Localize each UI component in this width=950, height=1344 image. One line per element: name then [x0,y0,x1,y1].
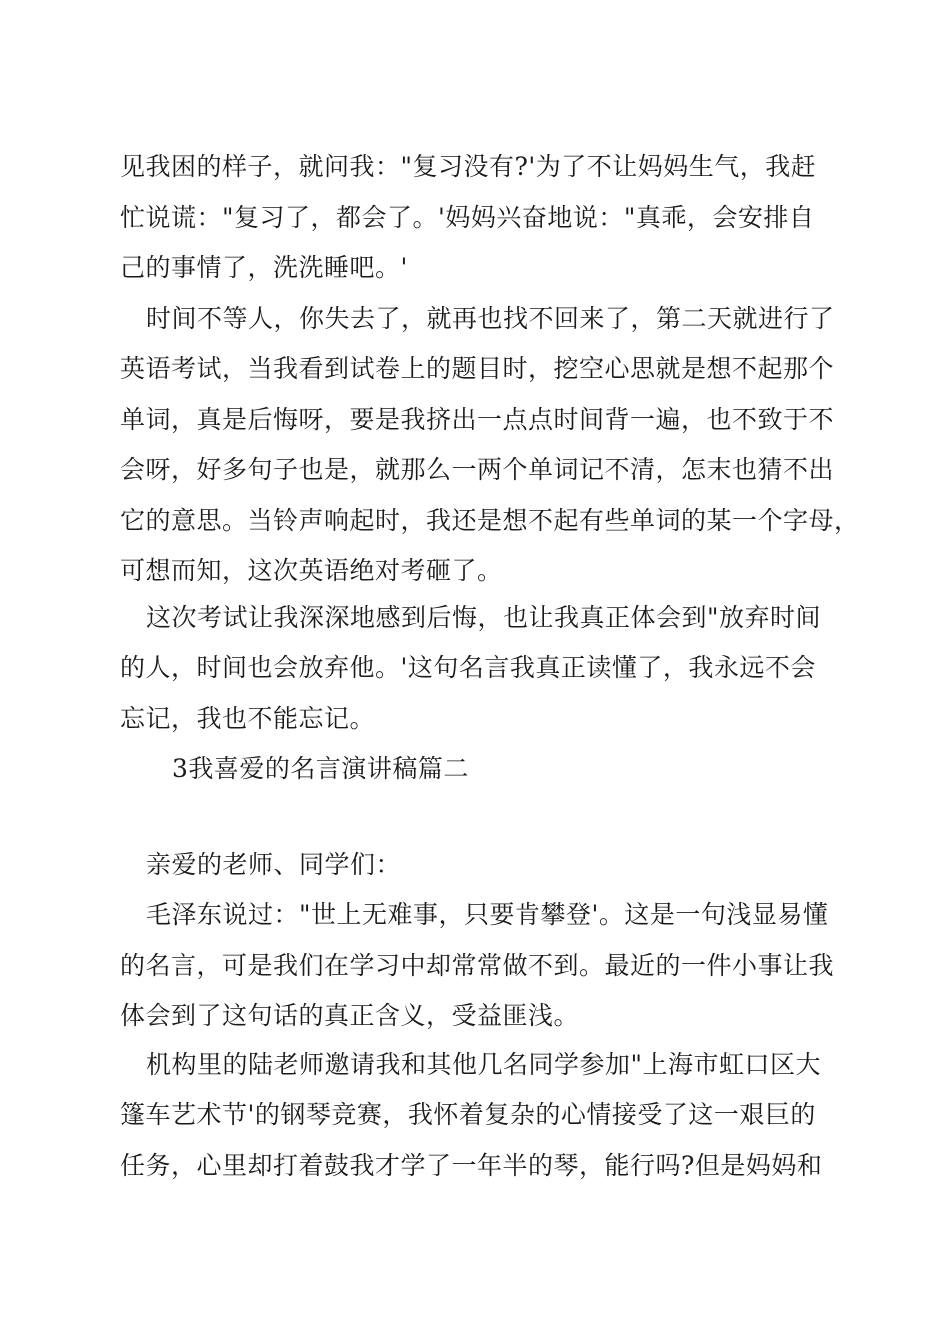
text-line: 的人，时间也会放弃他。'这句名言我真正读懂了，我永远不会 [120,653,816,682]
text-line: 忘记，我也不能忘记。 [120,704,376,733]
paragraph-first-line: 毛泽东说过："世上无难事，只要肯攀登'。这是一句浅显易懂 [146,900,829,929]
section-heading: 3我喜爱的名言演讲稿篇二 [172,754,469,783]
text-line: 英语考试，当我看到试卷上的题目时，挖空心思就是想不起那个 [120,354,835,383]
text-line: 篷车艺术节'的钢琴竞赛，我怀着复杂的心情接受了这一艰巨的 [120,1100,816,1129]
text-line: 见我困的样子，就问我："复习没有?'为了不让妈妈生气，我赶 [120,152,817,181]
text-line: 体会到了这句话的真正含义，受益匪浅。 [120,1001,580,1030]
text-line: 它的意思。当铃声响起时，我还是想不起有些单词的某一个字母， [120,506,860,535]
text-line: 可想而知，这次英语绝对考砸了。 [120,556,503,585]
text-line: 己的事情了，洗洗睡吧。' [120,253,408,282]
paragraph-first-line: 时间不等人，你失去了，就再也找不回来了，第二天就进行了 [146,304,835,333]
paragraph-first-line: 这次考试让我深深地感到后悔，也让我真正体会到"放弃时间 [146,603,822,632]
text-line: 任务，心里却打着鼓我才学了一年半的琴，能行吗?但是妈妈和 [120,1151,823,1180]
salutation: 亲爱的老师、同学们： [146,850,402,879]
text-line: 的名言，可是我们在学习中却常常做不到。最近的一件小事让我 [120,951,835,980]
text-line: 忙说谎："复习了，都会了。'妈妈兴奋地说："真乖，会安排自 [120,203,815,232]
text-line: 会呀，好多句子也是，就那么一两个单词记不清，怎末也猜不出 [120,455,835,484]
text-line: 单词，真是后悔呀，要是我挤出一点点时间背一遍，也不致于不 [120,405,835,434]
paragraph-first-line: 机构里的陆老师邀请我和其他几名同学参加"上海市虹口区大 [146,1050,822,1079]
